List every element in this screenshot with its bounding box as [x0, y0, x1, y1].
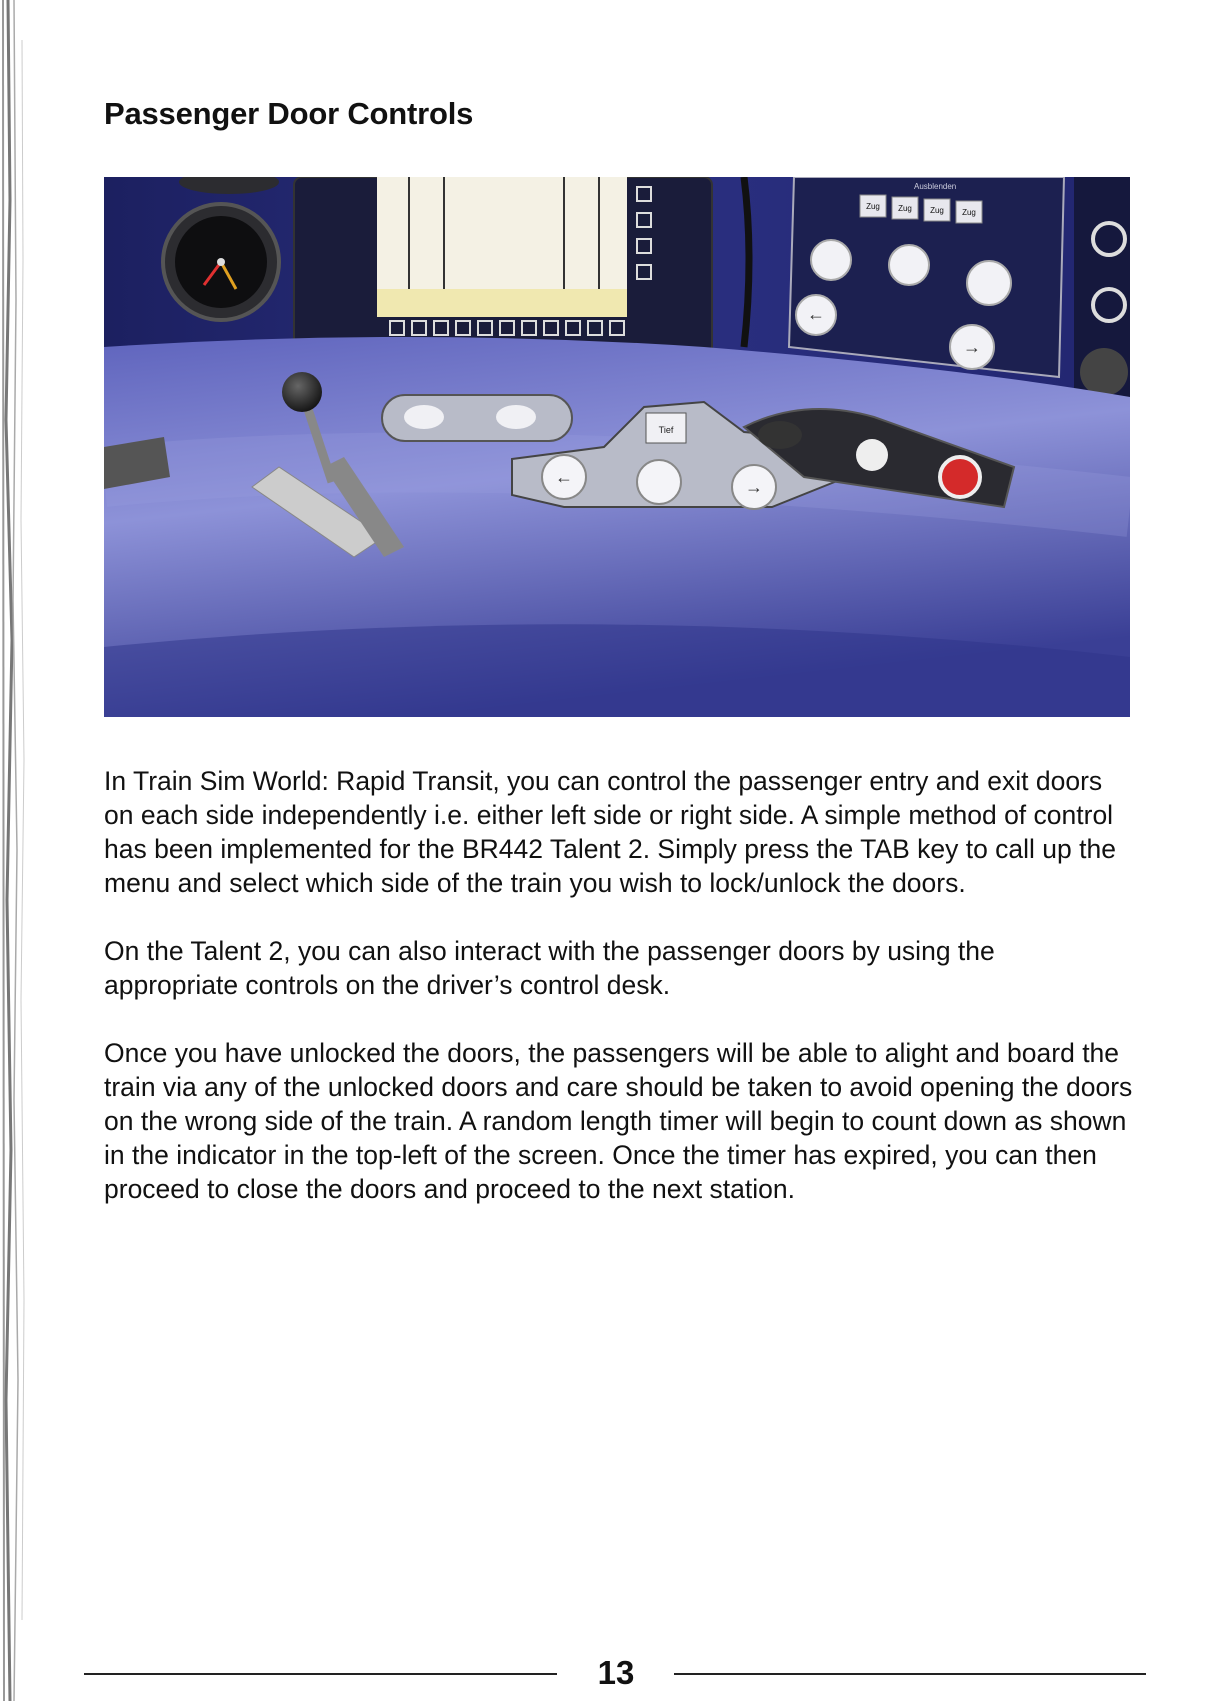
svg-text:→: → — [745, 477, 763, 497]
footer-rule-left — [84, 1673, 557, 1675]
svg-text:←: ← — [807, 304, 825, 324]
speed-gauge — [163, 204, 279, 320]
svg-text:Zug: Zug — [898, 204, 912, 213]
paragraph: In Train Sim World: Rapid Transit, you can control the passenger entry and exit doors on each side independently i.e. either left side or right side. A simple method of control has been implemented for the BR442 Talent 2. Simply press the TAB key to call up the menu and select which side of the train you wish to lock/unlock the doors. — [104, 766, 1116, 898]
intercom-panel — [789, 177, 1064, 377]
driver-display — [294, 177, 712, 357]
svg-text:Zug: Zug — [930, 206, 944, 215]
page-title: Passenger Door Controls — [104, 96, 474, 131]
page-number: 13 — [597, 1654, 635, 1691]
door-release-pod — [382, 395, 572, 441]
cab-desk-photo — [104, 177, 1130, 717]
footer-rule-right — [674, 1673, 1146, 1675]
body-text — [104, 764, 1134, 1240]
page-edge-texture — [0, 0, 50, 1701]
paragraph: Once you have unlocked the doors, the passengers will be able to alight and board the train via any of the unlocked doors and care should be taken to avoid opening the doors on the wrong side of the train. A random length timer will begin to count down as shown in the indicator in the top-left of the screen. Once the timer has expired, you can then proceed to close the doors and proceed to the next station. — [104, 1038, 1133, 1204]
svg-text:Zug: Zug — [962, 208, 976, 217]
tief-label: Tief — [658, 425, 674, 435]
svg-text:Zug: Zug — [866, 202, 880, 211]
svg-text:←: ← — [555, 467, 573, 487]
paragraph: On the Talent 2, you can also interact with the passenger doors by using the appropriate controls on the driver’s control desk. — [104, 936, 995, 1000]
panel-header: Ausblenden — [914, 182, 957, 191]
svg-text:→: → — [963, 337, 981, 357]
